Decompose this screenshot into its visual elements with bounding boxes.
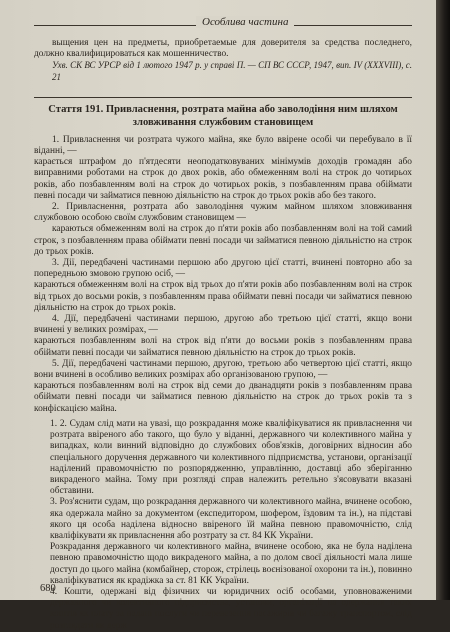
- article-paragraph: 2. Привласнення, розтрата або заволодіння чужим майном шляхом зловживання службовою особою своїм службовим становищем —: [34, 202, 412, 224]
- commentary-text: 2. Судам слід мати на увазі, що розкрадання може кваліфікуватися як привласнення чи розтрата ввіреного або такого, що було у віданні, державного чи колективного майна у випадках, коли винний відповідно до службових обов'язків, договірних відносин або спеціального доручення державного чи колективного підприємства, установи, організації наділений правомочністю по розпорядженню, управлінню, доставці або зберіганню викраденого майна. Тому при розгляді справ належить ретельно з'ясовувати вказані обставини.: [50, 418, 412, 497]
- intro-text: выщения цен на предметы, приобретаемые для доверителя за средства последнего, должно квалифицироваться как мошенничество.: [34, 38, 412, 60]
- article-paragraph: караються позбавленням волі на строк від п'яти до восьми років з позбавленням права обіймати певні посади чи займатися певною діяльністю на строк до трьох років.: [34, 336, 412, 358]
- article-paragraph: караються обмеженням волі на строк до п'яти років або позбавленням волі на той самий строк, з позбавленням права обіймати певні посади чи займатися певною діяльністю на строк до трьох років.: [34, 224, 412, 257]
- page-number: 680: [40, 583, 56, 594]
- book-spine-shadow: [436, 0, 450, 600]
- commentary-paragraph: 4. Кошти, одержані від фізичних чи юридичних осіб особами, уповноваженими державного чи колективного підприємства, установи, організації на одержання таких коштів як плату за надані послуги чи перевезення пасажирів чи багажу транспортом, слід розглядати як держ: [50, 586, 412, 631]
- commentary-paragraph: 3. Роз'яснити судам, що розкрадання державного чи колективного майна, вчинене особою, яка одержала майно за документом (експедитором, шофером, їздовим та ін.), на підставі якого ця особа наділена відносно ввіреного їй майна певною правомочністю, слід кваліфікувати як привласнення або розтрату за ст. 84 КК України.: [50, 497, 412, 541]
- article-paragraph: 1. Привласнення чи розтрата чужого майна, яке було ввірене особі чи перебувало в її віданні, —: [34, 134, 412, 157]
- commentary-paragraph: [50, 419, 412, 497]
- article-paragraph: карається штрафом до п'ятдесяти неоподатковуваних мінімумів доходів громадян або виправними роботами на строк до двох років, або обмеженням волі на строк до чотирьох років, або позбавленням волі на строк до чотирьох років, з позбавленням права обіймати певні посади чи займатися певною діяльністю на строк до трьох років або без такого.: [34, 157, 412, 201]
- article-paragraph: 4. Дії, передбачені частинами першою, другою або третьою цієї статті, якщо вони вчинені у великих розмірах, —: [34, 314, 412, 336]
- article-title: Стаття 191. Привласнення, розтрата майна або заволодіння ним шляхом зловживання службовим становищем: [34, 97, 412, 129]
- article-paragraph: 5. Дії, передбачені частинами першою, другою, третьою або четвертою цієї статті, якщо вони вчинені в особливо великих розмірах або організованою групою, —: [34, 358, 412, 381]
- commentary: [34, 419, 412, 632]
- commentary-number: 1.: [50, 418, 58, 429]
- article-paragraph: 3. Дії, передбачені частинами першою або другою цієї статті, вчинені повторно або за попередньою змовою групою осіб, —: [34, 258, 412, 280]
- section-title: Особлива частина: [196, 16, 294, 28]
- page-content: [34, 38, 412, 632]
- commentary-paragraph: Розкрадання державного чи колективного майна, вчинене особою, яка не була наділена певною правомочністю щодо викраденого майна, а по долом своєї діяльності мала лише доступ до цього майна (комбайнер, сторож, стрілець воєнізованої охорони та ін.), повинно кваліфікуватися як крадіжка за ст. 81 КК України.: [50, 542, 413, 586]
- article-paragraph: караються обмеженням волі на строк від трьох до п'яти років або позбавленням волі на строк від трьох до восьми років, з позбавленням права обіймати певні посади чи займатися певною діяльністю на строк до трьох років.: [34, 280, 412, 313]
- running-header: [34, 16, 412, 32]
- case-reference: Ухв. СК ВС УРСР від 1 лютого 1947 р. у справі П. — СП ВС СССР, 1947, вип. IV (XXXVIII), с. 21: [52, 60, 412, 82]
- article-paragraph: караються позбавленням волі на строк від семи до дванадцяти років з позбавленням права обіймати певні посади чи займатися певною діяльністю на строк до трьох років та з конфіскацією майна.: [34, 381, 412, 414]
